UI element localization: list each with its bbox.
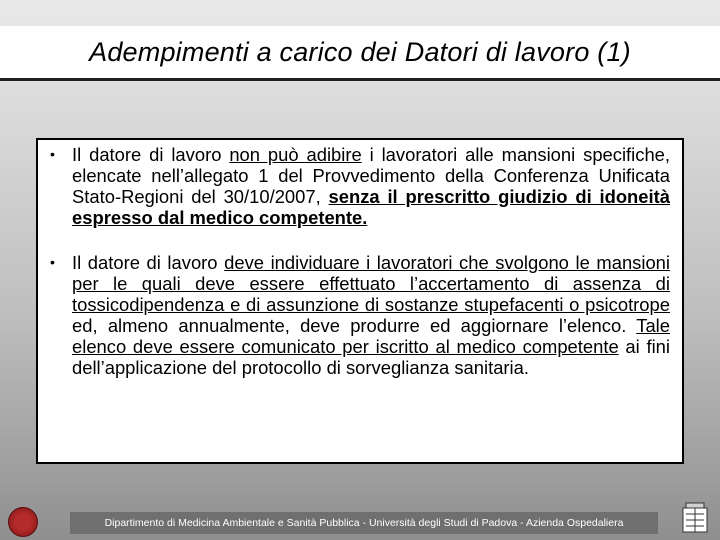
bullet-segment-underlined-bold: senza il prescritto giudizio di idoneità espresso dal medico competente.: [72, 186, 670, 228]
footer-bar: [70, 512, 658, 534]
title-bar: [0, 26, 720, 81]
bullet-segment: i lavoratori alle mansioni specifiche, elencate nell’allegato 1 del Provvedimento della Conferenza Unificata Stato-Regioni del 30/10/2007,: [72, 144, 671, 207]
bullet-segment: ed, almeno annualmente, deve produrre ed aggiornare l’elenco.: [72, 315, 637, 336]
bullet-segment-underlined: deve individuare i lavoratori che svolgono le mansioni per le quali deve essere effettuato l’accertamento di assenza di tossicodipendenza e di assunzione di sostanze stupefacenti o psicotrope: [72, 252, 670, 315]
footer-text: Dipartimento di Medicina Ambientale e Sanità Pubblica - Università degli Studi di Padova - Azienda Ospedaliera: [104, 517, 624, 529]
bullet-marker: •: [50, 146, 55, 162]
bullet-text: [72, 144, 670, 228]
bullet-item: [50, 144, 670, 228]
bullet-item: [50, 252, 670, 378]
bullet-segment-underlined: non può adibire: [229, 144, 362, 165]
slide-title: Adempimenti a carico dei Datori di lavoro (1): [89, 36, 631, 67]
hospital-building-icon: [682, 500, 708, 534]
bullet-text: [72, 252, 670, 378]
bullet-marker: •: [50, 254, 55, 270]
content-box: [36, 138, 684, 464]
bullet-segment-underlined: Tale elenco deve essere comunicato per iscritto al medico competente: [72, 315, 670, 357]
university-seal-icon: [8, 507, 38, 537]
bullet-segment: Il datore di lavoro: [72, 144, 230, 165]
bullet-segment: ai fini dell’applicazione del protocollo di sorveglianza sanitaria.: [72, 336, 670, 378]
bullet-segment: Il datore di lavoro: [72, 252, 225, 273]
